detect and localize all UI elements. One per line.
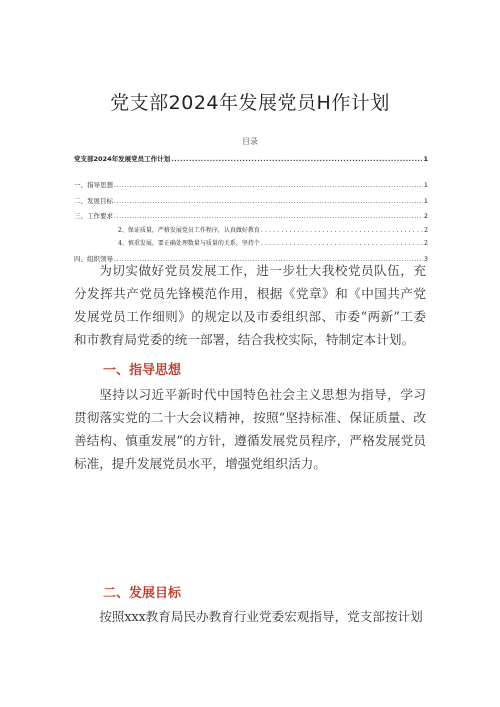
document-title: 党支部2024年发展党员H作计划 — [110, 92, 390, 114]
section-paragraph: 坚持以习近平新时代中国特色社会主义思想为指导，学习贯彻落实党的二十大会议精神，按照“坚持标准、保证质量、改善结构、慎重发展”的方针，遵循发展党员程序，严格发展党员标准，提升发展党员水平，增强党组织活力。 — [74, 387, 426, 471]
toc-heading: 目录 — [242, 137, 258, 146]
toc-entry[interactable]: 二、发展目标 ..... 1 — [74, 196, 428, 205]
toc-entry[interactable]: 2、保证质量，严格发展党员工作程序，认真做好教育 ..... 2 — [118, 225, 428, 234]
toc-entry[interactable]: 一、指导思想 ..... 1 — [74, 180, 428, 189]
section-heading: 二、发展目标 — [103, 586, 182, 601]
toc-entry[interactable]: 四、组织领导 ..... 3 — [74, 254, 428, 263]
section-heading: 一、指导思想 — [103, 363, 182, 378]
toc-entry[interactable]: 党支部2024年发展党员工作计划 ..... 1 — [74, 154, 428, 163]
toc-entry[interactable]: 三、工作要求 ..... 2 — [74, 211, 428, 220]
intro-paragraph: 为切实做好党员发展工作，进一步壮大我校党员队伍，充分发挥共产党员先锋模范作用，根据《党章》和《中国共产党发展党员工作细则》的规定以及市委组织部、市委“两新”工委和市教育局党委的统一部署，结合我校实际，特制定本计划。 — [74, 263, 426, 347]
section-paragraph: 按照xxx教育局民办教育行业党委宏观指导，党支部按计划 — [99, 609, 423, 624]
toc-entry[interactable]: 4、慎重发展，要正确处理数量与质量的关系，坚持个 ..... 2 — [118, 238, 428, 247]
